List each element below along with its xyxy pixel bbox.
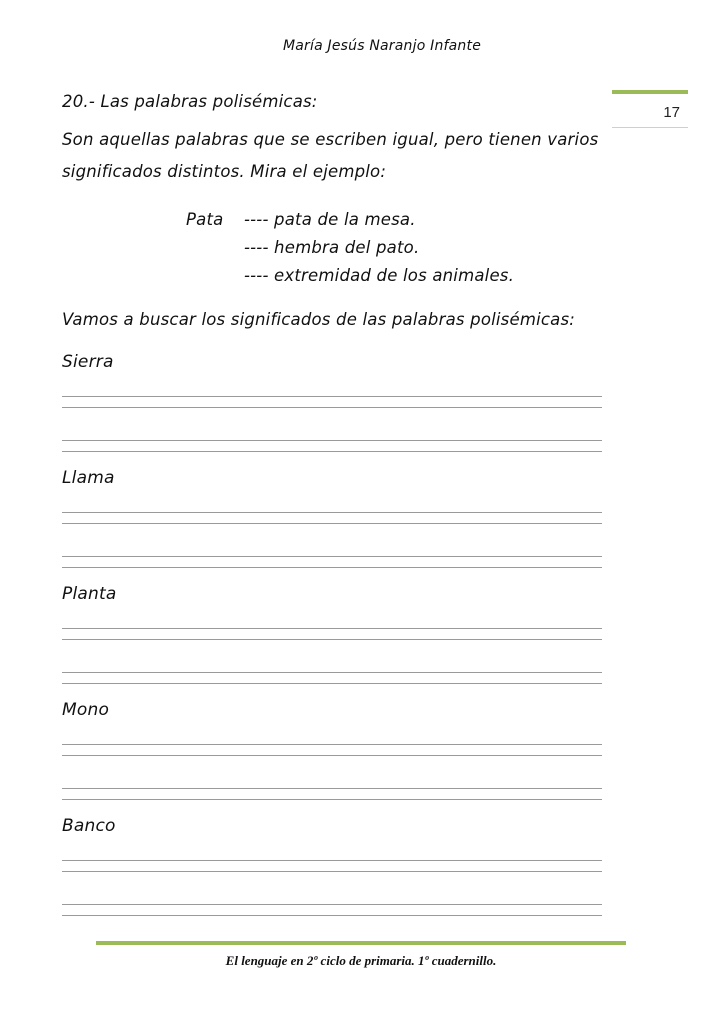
example-word: Pata bbox=[186, 210, 224, 229]
ruled-line bbox=[62, 755, 602, 756]
ruled-line bbox=[62, 799, 602, 800]
example-meaning: ---- pata de la mesa. bbox=[244, 210, 416, 229]
exercise-title: 20.- Las palabras polisémicas: bbox=[62, 92, 318, 111]
example-meaning: ---- extremidad de los animales. bbox=[244, 266, 515, 285]
ruled-line bbox=[62, 567, 602, 568]
footer-rule bbox=[96, 941, 626, 945]
definition-line-2: significados distintos. Mira el ejemplo: bbox=[62, 162, 387, 181]
word-mono: Mono bbox=[62, 700, 110, 720]
ruled-line bbox=[62, 628, 602, 629]
ruled-line bbox=[62, 396, 602, 397]
ruled-line bbox=[62, 512, 602, 513]
answer-lines-banco[interactable] bbox=[62, 856, 602, 926]
ruled-line bbox=[62, 683, 602, 684]
page-number: 17 bbox=[663, 104, 680, 121]
definition-line-1: Son aquellas palabras que se escriben igual, pero tienen varios bbox=[62, 130, 599, 149]
ruled-line bbox=[62, 915, 602, 916]
ruled-line bbox=[62, 451, 602, 452]
ruled-line bbox=[62, 788, 602, 789]
ruled-line bbox=[62, 556, 602, 557]
ruled-line bbox=[62, 407, 602, 408]
answer-lines-planta[interactable] bbox=[62, 624, 602, 694]
ruled-line bbox=[62, 440, 602, 441]
word-planta: Planta bbox=[62, 584, 117, 604]
author-header: María Jesús Naranjo Infante bbox=[282, 38, 482, 54]
answer-lines-mono[interactable] bbox=[62, 740, 602, 810]
ruled-line bbox=[62, 904, 602, 905]
footer-text: El lenguaje en 2º ciclo de primaria. 1º cuadernillo. bbox=[225, 953, 497, 968]
instruction: Vamos a buscar los significados de las palabras polisémicas: bbox=[62, 310, 576, 329]
word-sierra: Sierra bbox=[62, 352, 114, 372]
word-banco: Banco bbox=[62, 816, 116, 836]
ruled-line bbox=[62, 860, 602, 861]
ruled-line bbox=[62, 871, 602, 872]
ruled-line bbox=[62, 672, 602, 673]
ruled-line bbox=[62, 523, 602, 524]
ruled-line bbox=[62, 744, 602, 745]
word-llama: Llama bbox=[62, 468, 115, 488]
example-meaning: ---- hembra del pato. bbox=[244, 238, 420, 257]
answer-lines-sierra[interactable] bbox=[62, 392, 602, 462]
page-number-tab bbox=[612, 90, 688, 128]
answer-lines-llama[interactable] bbox=[62, 508, 602, 578]
ruled-line bbox=[62, 639, 602, 640]
